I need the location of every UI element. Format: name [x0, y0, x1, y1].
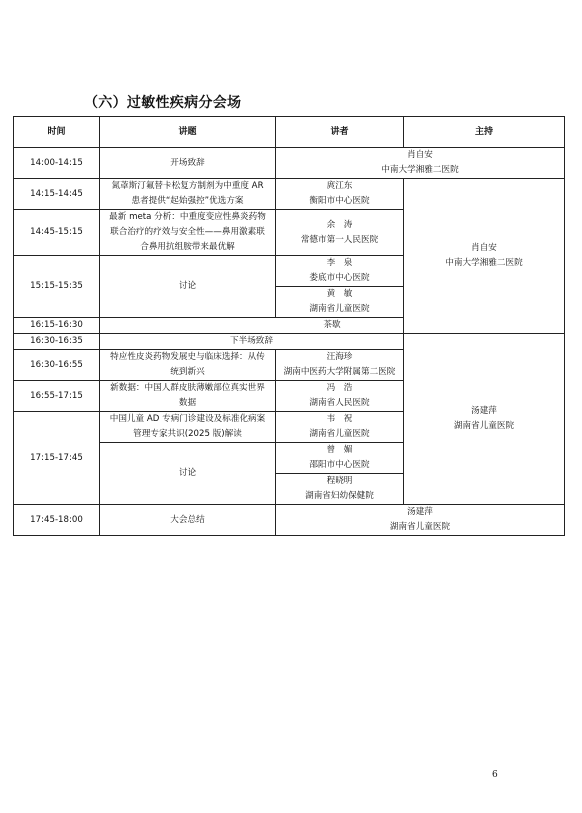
header-speaker: 讲者: [276, 117, 404, 148]
speaker-name: 李 泉: [326, 258, 353, 268]
speaker-cell: [276, 179, 404, 210]
topic-cell: [100, 350, 276, 381]
table-row: [14, 148, 565, 179]
speaker-org: 邵阳市中心医院: [309, 460, 370, 470]
speaker-org: 娄底市中心医院: [309, 273, 370, 283]
time-cell: 16:55-17:15: [14, 381, 100, 412]
speaker-cell: [276, 412, 404, 443]
person-org: 中南大学湘雅二医院: [381, 165, 459, 175]
speaker-name: 黄 敏: [326, 289, 353, 299]
topic-line: 联合治疗的疗效与安全性——鼻用激素联: [110, 227, 265, 237]
time-cell: 17:15-17:45: [14, 412, 100, 505]
speaker-org: 常德市第一人民医院: [300, 234, 379, 245]
table-header-row: [14, 117, 565, 148]
header-host: 主持: [404, 117, 565, 148]
table-row: [14, 179, 565, 210]
topic-cell: [100, 179, 276, 210]
topic-line: 氮䓬斯汀氟替卡松复方制剂为中重度 AR: [111, 181, 264, 191]
break-cell: 茶歇: [100, 318, 565, 334]
time-cell: 14:45-15:15: [14, 210, 100, 256]
schedule-table: [13, 116, 565, 536]
speaker-name: 韦 祝: [326, 414, 353, 424]
time-cell: 16:15-16:30: [14, 318, 100, 334]
speaker-cell: [276, 381, 404, 412]
topic-line: 合鼻用抗组胺带来最优解: [140, 242, 235, 252]
speaker-name: 余 涛: [326, 219, 353, 230]
person-org: 湖南省儿童医院: [389, 522, 451, 532]
speaker-cell: [276, 287, 404, 318]
time-cell: 17:45-18:00: [14, 505, 100, 536]
topic-cell: 讨论: [100, 443, 276, 505]
host-org: 湖南省儿童医院: [453, 421, 515, 431]
topic-line: 最新 meta 分析：中重度变应性鼻炎药物: [109, 212, 266, 222]
topic-cell: [100, 210, 276, 256]
table-row: [14, 318, 565, 334]
speaker-name: 庹江东: [326, 181, 353, 191]
speaker-cell: [276, 474, 404, 505]
topic-cell: 开场致辞: [100, 148, 276, 179]
topic-line: 患者提供“起始强控”优选方案: [131, 196, 244, 206]
host-org: 中南大学湘雅二医院: [445, 258, 523, 268]
topic-line: 管理专家共识(2025 版)解读: [133, 429, 242, 439]
speaker-org: 湖南省人民医院: [309, 398, 370, 408]
speaker-cell: [276, 256, 404, 287]
host-name: 肖自安: [471, 243, 497, 253]
time-cell: 16:30-16:35: [14, 334, 100, 350]
time-cell: 15:15-15:35: [14, 256, 100, 318]
speaker-name: 汪海珍: [326, 352, 353, 362]
speaker-name: 冯 浩: [326, 383, 353, 393]
speaker-org: 湖南省儿童医院: [309, 304, 370, 314]
header-topic: 讲题: [100, 117, 276, 148]
time-cell: 16:30-16:55: [14, 350, 100, 381]
topic-line: 特应性皮炎药物发展史与临床选择：从传: [110, 352, 265, 362]
topic-line: 新数据：中国人群皮肤薄嫩部位真实世界: [110, 383, 265, 393]
speaker-host-cell: [276, 505, 565, 536]
header-time: 时间: [14, 117, 100, 148]
topic-cell: 大会总结: [100, 505, 276, 536]
speaker-cell: [276, 210, 404, 256]
speaker-org: 湖南省妇幼保健院: [305, 491, 374, 501]
topic-line: 中国儿童 AD 专病门诊建设及标准化病案: [109, 414, 266, 424]
speaker-cell: [276, 350, 404, 381]
topic-cell: [100, 412, 276, 443]
time-cell: 14:15-14:45: [14, 179, 100, 210]
speaker-host-cell: [276, 148, 565, 179]
person-name: 肖自安: [407, 150, 433, 160]
speaker-org: 湖南省儿童医院: [309, 429, 370, 439]
person-name: 汤建萍: [407, 507, 433, 517]
page-number: 6: [492, 770, 498, 780]
table-row: [14, 505, 565, 536]
topic-line: 数据: [178, 398, 197, 408]
table-row: [14, 334, 565, 350]
speaker-org: 湖南中医药大学附属第二医院: [283, 367, 396, 377]
topic-line: 统到新兴: [170, 367, 205, 377]
speaker-cell: [276, 443, 404, 474]
host-cell: [404, 334, 565, 505]
host-cell: [404, 179, 565, 334]
speaker-name: 曾 媚: [326, 445, 353, 455]
time-cell: 14:00-14:15: [14, 148, 100, 179]
topic-cell: 讨论: [100, 256, 276, 318]
speaker-org: 衡阳市中心医院: [309, 196, 370, 206]
section-title: （六）过敏性疾病分会场: [84, 95, 242, 111]
speaker-name: 程晓明: [326, 476, 353, 486]
host-name: 汤建萍: [471, 406, 497, 416]
topic-cell: [100, 381, 276, 412]
topic-cell: 下半场致辞: [100, 334, 404, 350]
